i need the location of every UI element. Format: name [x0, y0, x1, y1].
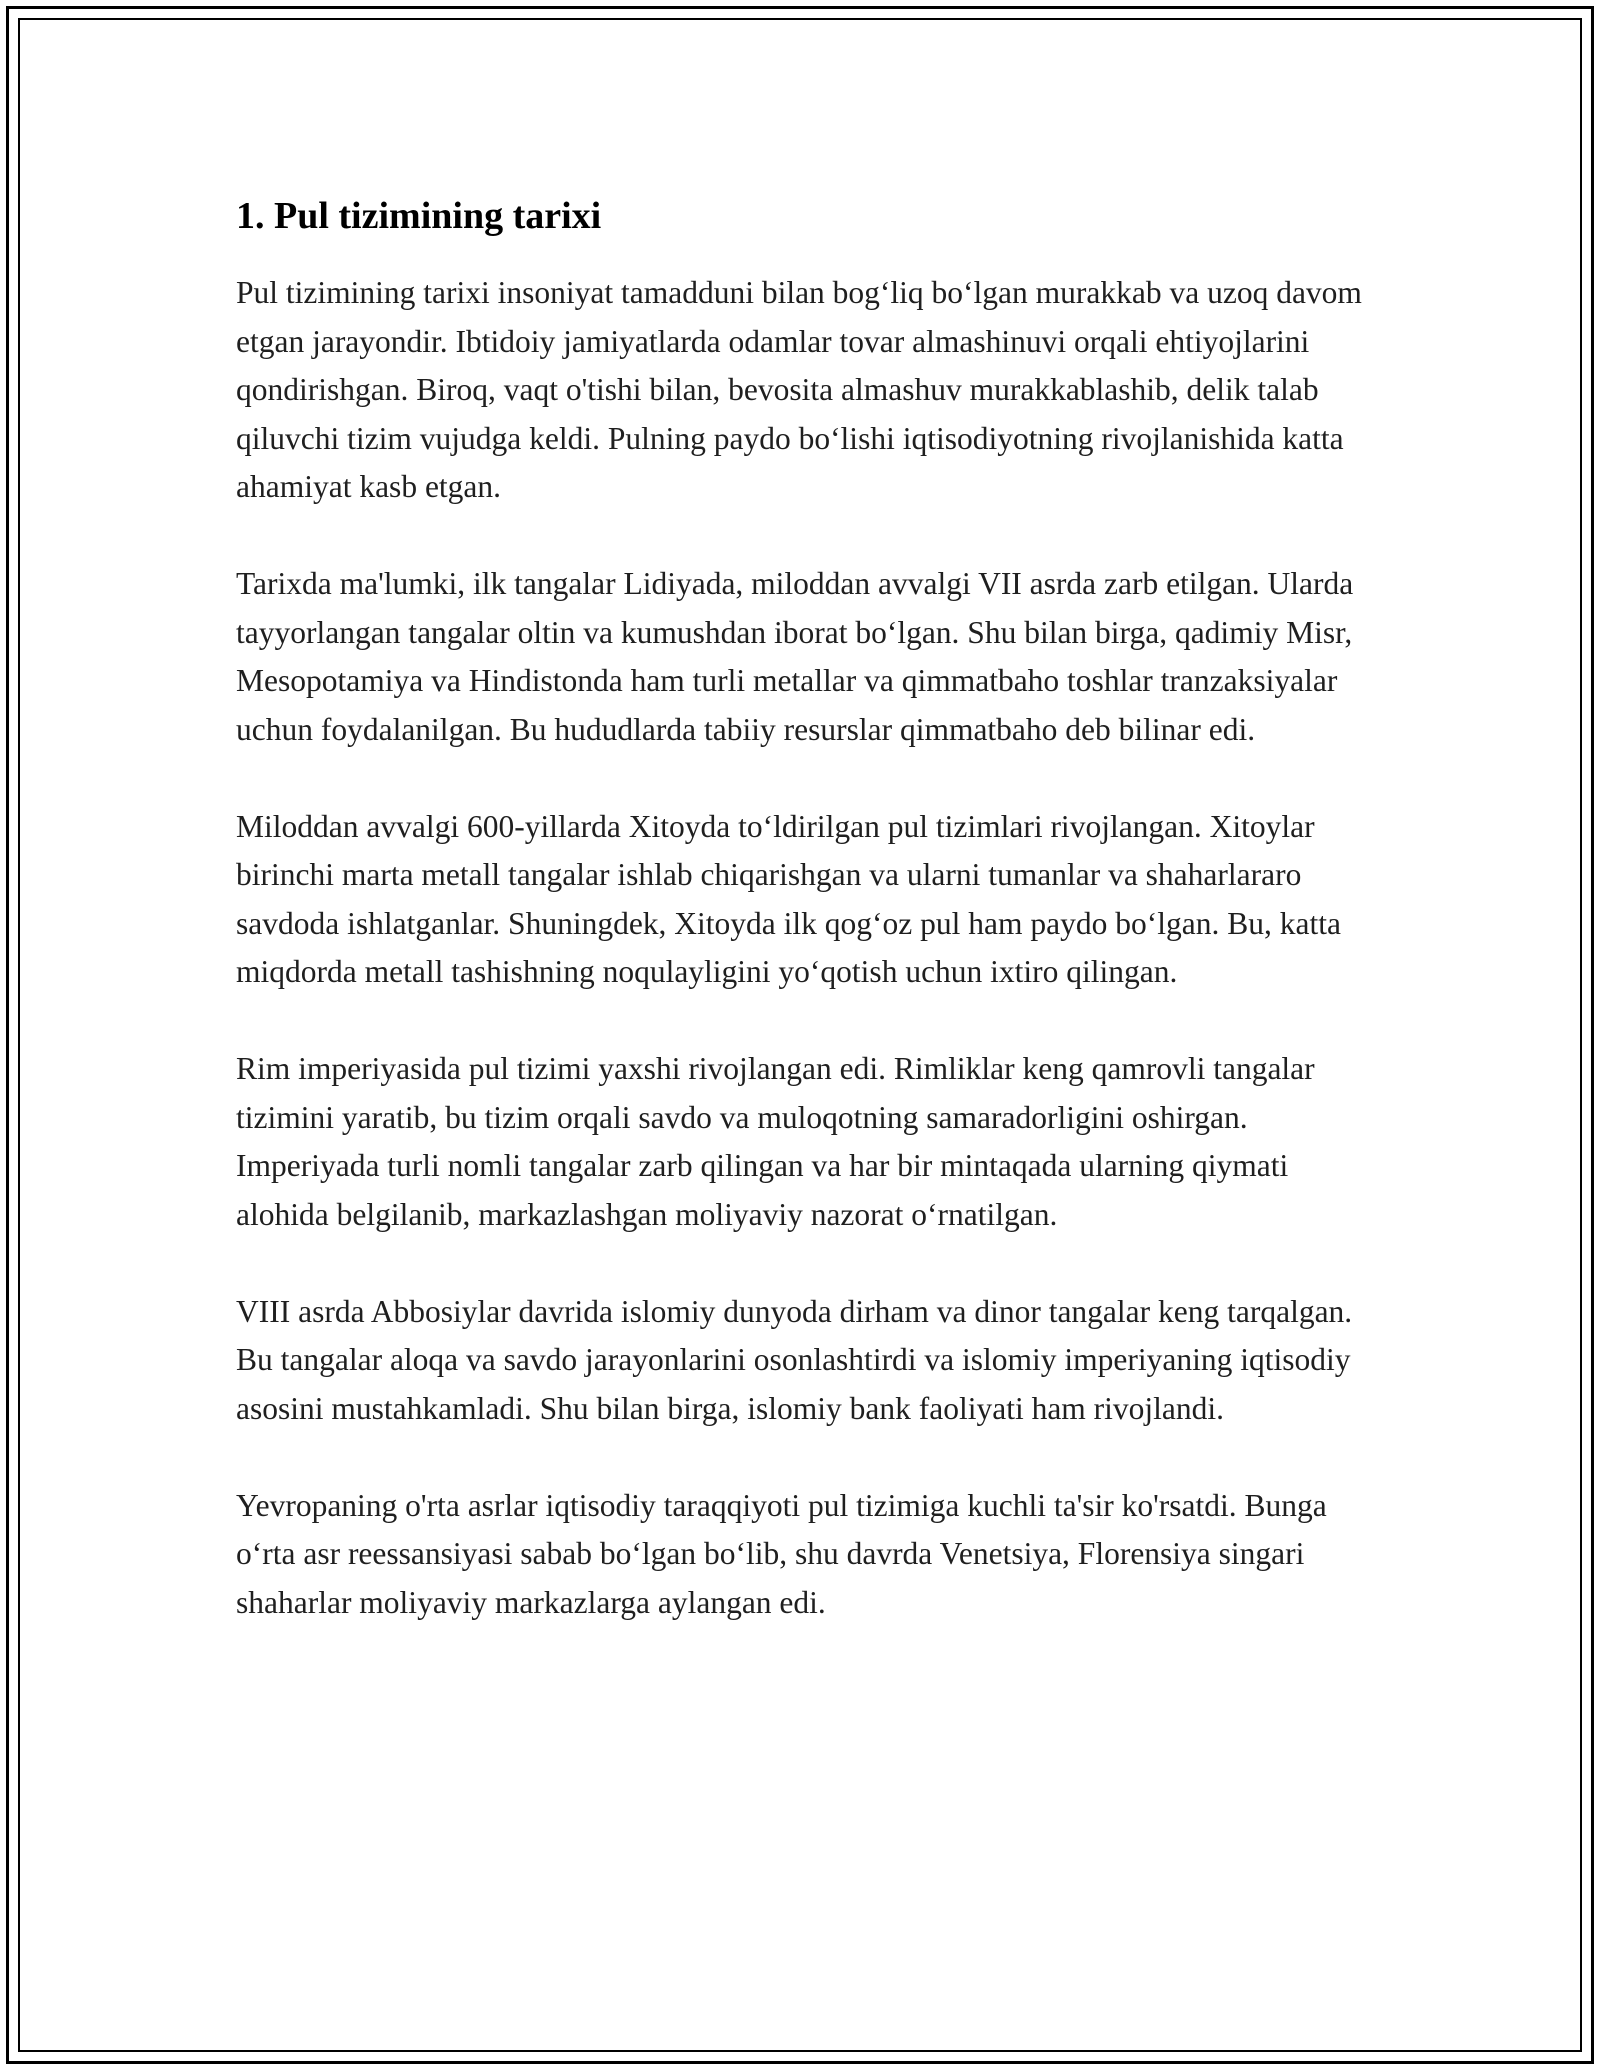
paragraph-5: VIII asrda Abbosiylar davrida islomiy dunyoda dirham va dinor tangalar keng tarqalgan. Bu tangalar aloqa va savdo jarayonlarini osonlashtirdi va islomiy imperiyaning iqtisodiy asosini mustahkamladi. Shu bilan birga, islomiy bank faoliyati ham rivojlandi. [236, 1293, 1353, 1426]
paragraph-2: Tarixda ma'lumki, ilk tangalar Lidiyada, miloddan avvalgi VII asrda zarb etilgan. Ularda tayyorlangan tangalar oltin va kumushdan iborat bo‘lgan. Shu bilan birga, qadimiy Misr, Mesopotamiya va Hindistonda ham turli metallar va qimmatbaho toshlar tranzaksiyalar uchun foydalanilgan. Bu hududlarda tabiiy resurslar qimmatbaho deb bilinar edi. [236, 566, 1354, 747]
section-heading: 1. Pul tizimining tarixi [236, 195, 602, 237]
paragraph-1: Pul tizimining tarixi insoniyat tamadduni bilan bog‘liq bo‘lgan murakkab va uzoq davom etgan jarayondir. Ibtidoiy jamiyatlarda odamlar tovar almashinuvi orqali ehtiyojlarini qondirishgan. Biroq, vaqt o'tishi bilan, bevosita almashuv murakkablashib, delik talab qiluvchi tizim vujudga keldi. Pulning paydo bo‘lishi iqtisodiyotning rivojlanishida katta ahamiyat kasb etgan. [236, 275, 1362, 504]
paragraph-3: Miloddan avvalgi 600-yillarda Xitoyda to‘ldirilgan pul tizimlari rivojlangan. Xitoylar birinchi marta metall tangalar ishlab chiqarishgan va ularni tumanlar va shaharlararo savdoda ishlatganlar. Shuningdek, Xitoyda ilk qog‘oz pul ham paydo bo‘lgan. Bu, katta miqdorda metall tashishning noqulayligini yo‘qotish uchun ixtiro qilingan. [236, 808, 1341, 989]
paragraph-4: Rim imperiyasida pul tizimi yaxshi rivojlangan edi. Rimliklar keng qamrovli tangalar tizimini yaratib, bu tizim orqali savdo va muloqotning samaradorligini oshirgan. Imperiyada turli nomli tangalar zarb qilingan va har bir mintaqada ularning qiymati alohida belgilanib, markazlashgan moliyaviy nazorat o‘rnatilgan. [236, 1051, 1315, 1232]
paragraph-6: Yevropaning o'rta asrlar iqtisodiy taraqqiyoti pul tizimiga kuchli ta'sir ko'rsatdi. Bunga o‘rta asr reessansiyasi sabab bo‘lgan bo‘lib, shu davrda Venetsiya, Florensiya singari shaharlar moliyaviy markazlarga aylangan edi. [236, 1487, 1327, 1620]
document-body [236, 188, 1376, 1676]
